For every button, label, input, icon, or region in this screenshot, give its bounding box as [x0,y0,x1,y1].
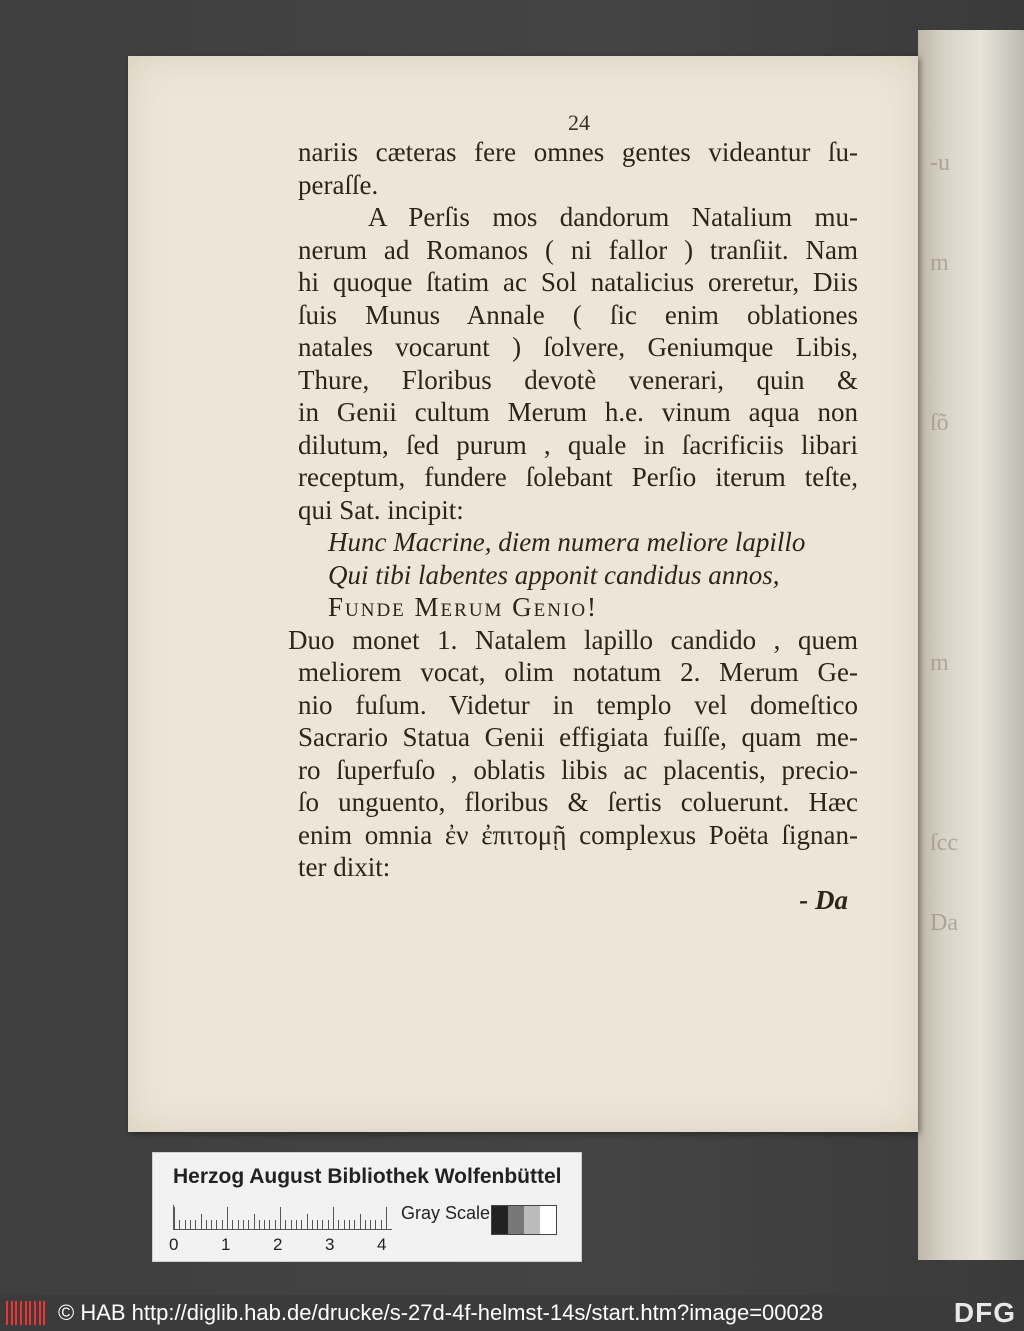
footer-bar [0,1295,1024,1331]
gray-scale-swatches [491,1205,557,1235]
text-line: receptum, fundere ſolebant Perſio iterum teſte, [298,462,858,492]
text-line: peraſſe. [298,169,379,200]
barcode-stripe [34,1301,36,1325]
ruler-tick [185,1220,186,1229]
verse-line: Hunc Macrine, diem numera meliore lapillo [328,527,806,557]
text-line: Duo monet 1. Natalem lapillo candido , quem [288,624,858,655]
copyright-link[interactable]: © HAB http://diglib.hab.de/drucke/s-27d-4f-helmst-14s/start.htm?image=00028 [58,1300,824,1325]
ruler-tick [333,1207,334,1229]
catchword: - Da [799,884,848,915]
barcode-stripe [15,1301,17,1325]
barcode-stripe [29,1301,31,1325]
barcode-stripe [25,1301,27,1325]
barcode-stripe [43,1301,45,1325]
barcode-stripe [6,1301,8,1325]
text-line: ſo unguento, floribus & ſertis coluerunt. Hæc [298,787,858,817]
ruler-tick [328,1220,329,1229]
ruler-tick [381,1220,382,1229]
ruler-tick [227,1207,228,1229]
ruler-tick [206,1220,207,1229]
ruler-tick [349,1220,350,1229]
text-line: hi quoque ſtatim ac Sol natalicius oreretur, Diis [298,267,858,297]
text-line: Thure, Floribus devotè venerari, quin & [298,364,858,395]
ruler-tick [264,1220,265,1229]
text-line: natales vocarunt ) ſolvere, Geniumque Libis, [298,332,858,362]
measurement-ruler [173,1205,392,1230]
ruler-tick [195,1220,196,1229]
text-line: Sacrario Statua Genii effigiata fuiſſe, quam me- [298,722,858,752]
text-line: ſuis Munus Annale ( ſic enim oblationes [298,299,858,330]
bleed-mark: Da [930,910,958,936]
text-line: nerum ad Romanos ( ni fallor ) tranſiit. Nam [298,234,858,265]
ruler-tick [201,1214,202,1229]
ruler-tick [344,1220,345,1229]
ruler-tick [238,1220,239,1229]
barcode-stripe [20,1301,22,1325]
ruler-tick [307,1214,308,1229]
ruler-label: 0 [169,1235,179,1254]
ruler-tick [254,1214,255,1229]
bleed-mark: ſõ [930,410,949,436]
gray-swatch [492,1206,508,1234]
bleed-mark: -u [930,150,950,176]
ruler-tick [190,1220,191,1229]
ruler-labels [169,1235,409,1255]
ruler-tick [291,1220,292,1229]
ruler-tick [386,1207,387,1229]
text-line: nariis cæteras fere omnes gentes videantur ſu- [298,137,858,167]
ruler-tick [232,1220,233,1229]
bleed-mark: m [930,650,949,676]
ruler-tick [338,1220,339,1229]
ruler-tick [275,1220,276,1229]
ruler-tick [285,1220,286,1229]
barcode-stripe [39,1301,41,1325]
ruler-tick [243,1220,244,1229]
ruler-label: 3 [325,1235,335,1254]
page-text [288,136,858,916]
text-line: enim omnia ἐν ἐπιτομῇ complexus Poëta ſignan- [298,819,858,850]
ruler-tick [322,1220,323,1229]
gray-swatch [540,1206,556,1234]
book-page [128,56,918,1132]
library-name: Herzog August Bibliothek Wolfenbüttel [173,1165,562,1188]
ruler-tick [312,1220,313,1229]
ruler-tick [222,1220,223,1229]
text-line: meliorem vocat, olim notatum 2. Merum Ge- [298,657,858,687]
barcode-icon [6,1301,46,1325]
gray-swatch [508,1206,524,1234]
ruler-tick [216,1220,217,1229]
ruler-tick [375,1220,376,1229]
ruler-tick [259,1220,260,1229]
text-line: in Genii cultum Merum h.e. vinum aqua non [298,397,858,427]
ruler-tick [296,1220,297,1229]
ruler-label: 2 [273,1235,283,1254]
ruler-tick [317,1220,318,1229]
bleed-mark: ſcc [930,830,958,856]
ruler-tick [370,1220,371,1229]
ruler-tick [301,1220,302,1229]
text-line: qui Sat. incipit: [298,494,464,525]
verse-line: Qui tibi labentes apponit candidus annos, [328,559,780,590]
next-page-edge [918,30,1024,1260]
ruler-tick [280,1207,281,1229]
ruler-tick [360,1214,361,1229]
ruler-tick [174,1207,175,1229]
ruler-tick [248,1220,249,1229]
ruler-tick [211,1220,212,1229]
ruler-tick [179,1220,180,1229]
ruler-label: 1 [221,1235,231,1254]
dfg-logo: DFG [953,1297,1016,1328]
gray-swatch [524,1206,540,1234]
ruler-tick [354,1220,355,1229]
page-number: 24 [568,110,590,135]
bleed-mark: m [930,250,949,276]
hab-color-card [152,1152,582,1262]
text-line: ter dixit: [298,852,391,882]
ruler-tick [269,1220,270,1229]
text-line: dilutum, ſed purum , quale in ſacrificiis libari [298,429,858,460]
barcode-stripe [11,1301,13,1325]
ruler-tick [365,1220,366,1229]
verse-line: Funde Merum Genio! [328,592,599,622]
ruler-label: 4 [377,1235,387,1254]
text-line: ro ſuperfuſo , oblatis libis ac placentis, precio- [298,754,858,785]
text-line: A Perſis mos dandorum Natalium mu- [368,202,858,232]
text-line: nio fuſum. Videtur in templo vel domeſtico [298,689,858,720]
gray-scale-label: Gray Scale [401,1203,491,1223]
